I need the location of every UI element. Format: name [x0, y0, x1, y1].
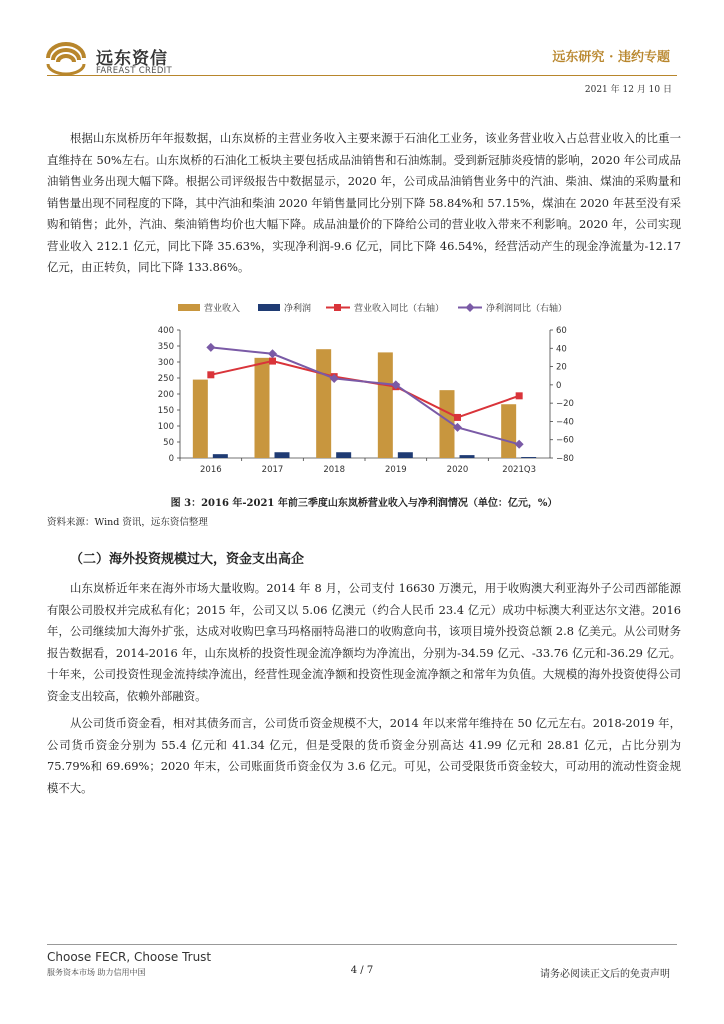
x-tick-label: 2020 — [446, 465, 469, 475]
revenue-yoy-point-2016 — [207, 371, 214, 378]
section-title: （二）海外投资规模过大，资金支出高企 — [70, 552, 305, 567]
revenue-yoy-point-2017 — [269, 358, 276, 365]
x-tick-label: 2019 — [385, 465, 407, 475]
paragraph-revenue-analysis: 根据山东岚桥历年年报数据，山东岚桥的主营业务收入主要来源于石油化工业务，该业务营业收入占总营业收入的比重一直维持在 50%左右。山东岚桥的石油化工板块主要包括成品油销售和石油炼制。受到新冠肺炎疫情的影响，2020 年公司成品油销售业务出现大幅下降。根据公司评级报告中数据显示，2020 年，公司成品油销售业务中的汽油、柴油、煤油的采购量和销售量出现不同程度的下降，其中汽油和柴油 2020 年销售量同比分别下降 58.84%和 57.15%，煤油在 2020 年甚至没有采购和销售；此外，汽油、柴油销售均价也大幅下降。成品油量价的下降给公司的营业收入带来不利影响。2020 年，公司实现营业收入 212.1 亿元，同比下降 35.63%，实现净利润-9.6 亿元，同比下降 46.54%，经营活动产生的现金净流量为-12.17 亿元，由正转负，同比下降 133.86%。 — [47, 131, 681, 274]
page-number: 4 / 7 — [350, 965, 374, 976]
left-tick-label: 150 — [157, 406, 174, 416]
x-tick-label: 2016 — [200, 465, 222, 475]
right-tick-label: 0 — [556, 380, 562, 391]
net-profit-yoy-point-2016 — [206, 343, 215, 352]
legend-marker-3 — [466, 303, 475, 312]
left-tick-label: 350 — [157, 342, 174, 352]
bar-revenue-2017 — [255, 358, 270, 458]
bar-net-profit-2021Q3 — [521, 457, 536, 458]
report-tag: 远东研究 · 违约专题 — [552, 50, 670, 65]
right-tick-label: −20 — [556, 399, 574, 410]
legend-label-1: 净利润 — [284, 304, 312, 314]
bar-revenue-2021Q3 — [501, 404, 516, 458]
footer-slogan: Choose FECR, Choose Trust — [47, 950, 212, 964]
right-tick-label: 40 — [556, 344, 567, 355]
header-divider — [47, 75, 677, 76]
bar-net-profit-2016 — [213, 454, 228, 458]
bar-net-profit-2017 — [275, 452, 290, 458]
left-tick-label: 50 — [163, 438, 174, 448]
company-logo — [44, 40, 88, 76]
bar-net-profit-2018 — [336, 452, 351, 458]
legend-label-2: 营业收入同比（右轴） — [354, 304, 445, 314]
paragraph-cash-position: 从公司货币资金看，相对其债务而言，公司货币资金规模不大，2014 年以来常年维持在 50 亿元左右。2018-2019 年，公司货币资金分别为 55.4 亿元和 41.34 亿元，但是受限的货币资金分别高达 41.99 亿元和 28.81 亿元，占比分别为 75.79%和 69.69%；2020 年末，公司账面货币资金仅为 3.6 亿元。可见，公司受限货币资金较大，可动用的流动性资金规模不大。 — [47, 716, 681, 795]
right-tick-label: 60 — [556, 326, 567, 336]
bar-revenue-2018 — [316, 349, 331, 458]
left-tick-label: 400 — [157, 326, 174, 336]
legend-label-0: 营业收入 — [204, 304, 241, 314]
data-source-note: 资料来源：Wind 资讯，远东资信整理 — [47, 517, 208, 528]
logo-title: 远东资信 — [96, 49, 168, 69]
logo-mark-icon — [44, 40, 88, 76]
revenue-profit-chart — [140, 296, 590, 476]
legend-marker-2 — [334, 304, 341, 311]
right-tick-label: −80 — [556, 454, 574, 464]
left-tick-label: 300 — [157, 358, 174, 368]
legend-swatch-0 — [178, 304, 200, 311]
logo-subtitle: FAREAST CREDIT — [96, 66, 172, 76]
right-tick-label: −60 — [556, 435, 574, 446]
chart-svg — [140, 296, 590, 476]
footer-slogan-sub: 服务资本市场 助力信用中国 — [47, 968, 146, 977]
x-tick-label: 2017 — [261, 465, 284, 475]
revenue-yoy-point-2021Q3 — [516, 392, 523, 399]
x-tick-label: 2021Q3 — [502, 465, 537, 475]
left-tick-label: 0 — [168, 454, 174, 464]
left-tick-label: 200 — [157, 390, 174, 400]
legend-swatch-1 — [258, 304, 280, 311]
footer-divider — [47, 944, 677, 945]
left-tick-label: 100 — [157, 422, 174, 432]
revenue-yoy-point-2020 — [454, 414, 461, 421]
bar-net-profit-2019 — [398, 452, 413, 458]
net-profit-yoy-point-2017 — [268, 349, 277, 358]
figure-caption: 图 3：2016 年-2021 年前三季度山东岚桥营业收入与净利润情况（单位：亿元，%） — [170, 498, 558, 509]
bar-net-profit-2020 — [460, 455, 475, 458]
paragraph-overseas-investment: 山东岚桥近年来在海外市场大量收购。2014 年 8 月，公司支付 16630 万澳元，用于收购澳大利亚海外子公司西部能源有限公司股权并完成私有化；2015 年，公司又以 5.06 亿澳元（约合人民币 23.4 亿元）成功中标澳大利亚达尔文港。2016 年，公司继续加大海外扩张，达成对收购巴拿马玛格丽特岛港口的收购意向书，该项目境外投资总额 2.8 亿美元。从公司财务报告数据看，2014-2016 年，山东岚桥的投资性现金流净额均为净流出，分别为-34.59 亿元、-33.76 亿元和-36.29 亿元。十年来，公司投资性现金流持续净流出，经营性现金流净额和投资性现金流净额之和常年为负值。大规模的海外投资使得公司资金支出较高，依赖外部融资。 — [47, 581, 681, 703]
report-date: 2021 年 12 月 10 日 — [584, 85, 672, 95]
bar-revenue-2019 — [378, 352, 393, 458]
footer-disclaimer: 请务必阅读正文后的免责声明 — [540, 969, 670, 980]
right-tick-label: 20 — [556, 362, 567, 373]
left-tick-label: 250 — [157, 374, 174, 384]
legend-label-3: 净利润同比（右轴） — [486, 304, 568, 314]
x-tick-label: 2018 — [323, 465, 345, 475]
right-tick-label: −40 — [556, 417, 574, 428]
bar-revenue-2016 — [193, 380, 208, 458]
